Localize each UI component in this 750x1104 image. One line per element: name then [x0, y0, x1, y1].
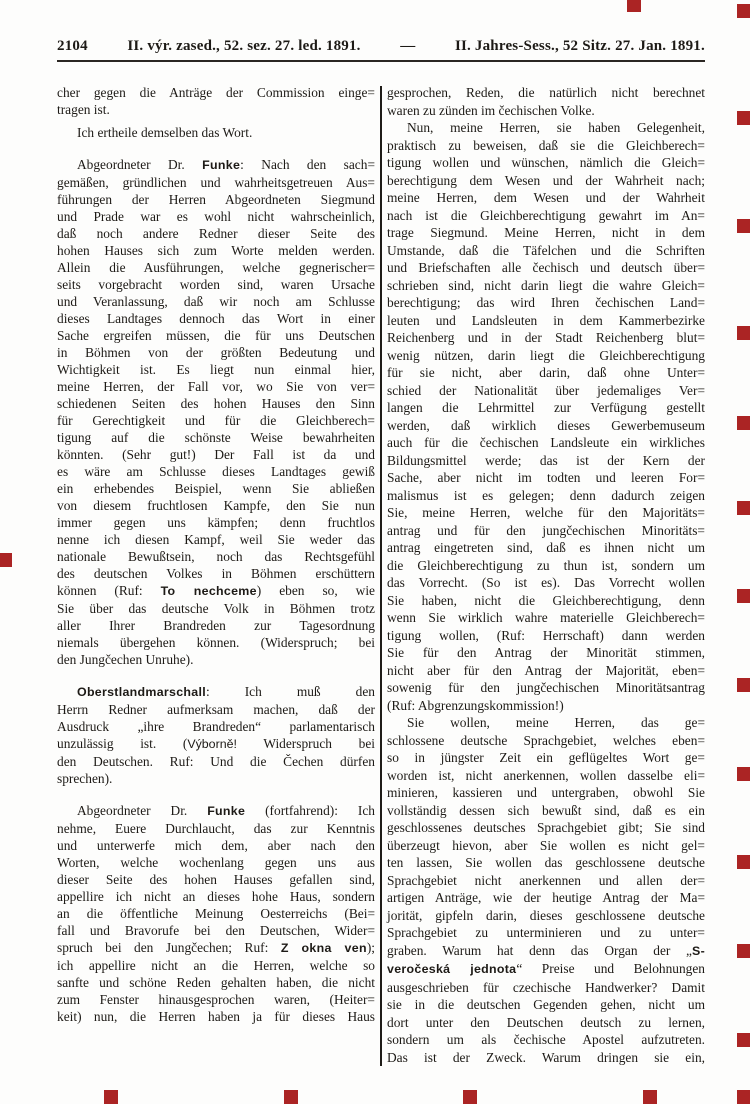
text-line: Das ist der Zweck. Warum dringen sie ein, — [387, 1049, 705, 1065]
text-line: Sache, aber nicht im todten und leeren For= — [387, 470, 705, 485]
text-line: veročeská jednota“ Preise und Belohnungen — [387, 961, 705, 976]
text-line: daß noch andere Redner dieser Seite des — [57, 226, 375, 241]
text-line: Ich ertheile demselben das Wort. — [77, 125, 253, 140]
red-scan-mark — [737, 326, 750, 340]
text-line: dort unter den Deutschen deutsch zu lernen, — [387, 1014, 705, 1030]
text-line: in Böhmen von der größten Bedeutung und — [57, 345, 375, 360]
red-scan-mark — [104, 1090, 118, 1104]
text-line: Umstande, daß die Täfelchen und die Schriften — [387, 242, 705, 258]
text-line: Ausdruck „ihre Brandreden“ parlamentarisch — [57, 719, 375, 734]
text-line: sie in die deutschen Gegenden gehen, nicht um — [387, 997, 705, 1012]
text-line: des deutschen Volkes in Böhmen erschüttern — [57, 566, 375, 581]
text-line: das Vorrecht. (So ist es). Das Vorrecht wollen — [387, 575, 705, 590]
text-line: antrag eingetreten sind, daß es ihnen nicht um — [387, 540, 705, 555]
text-line: cher gegen die Anträge der Commission einge= — [57, 85, 375, 100]
text-line: gesprochen, Reden, die natürlich nicht berechnet — [387, 85, 705, 100]
text-line: meine Herren, dem Wesen und der Wahrheit — [387, 190, 705, 205]
text-line: berechtigung dem Wesen und der Wahrheit nach; — [387, 172, 705, 188]
red-scan-mark — [737, 1090, 750, 1104]
text-line: so in jüngster Zeit ein geflügeltes Wort ge= — [387, 750, 705, 765]
text-line: seits vorgebracht worden sind, waren Ursache — [57, 277, 375, 292]
text-line: Herrn Redner aufmerksam machen, daß der — [57, 702, 375, 717]
page-number: 2104 — [57, 38, 88, 54]
text-line: unzulässig ist. (Výborně! Widerspruch bei — [57, 736, 375, 751]
text-line: nenne ich diesen Kampf, weil Sie weder das — [57, 532, 375, 547]
text-line: Worten, welche wochenlang gegen uns aus — [57, 855, 375, 870]
text-line: Sprachgebiet nicht anerkennen und allen der= — [387, 872, 705, 888]
text-line: antrag und für den jungčechischen Minoritäts= — [387, 522, 705, 538]
red-scan-mark — [737, 589, 750, 603]
red-scan-mark — [737, 855, 750, 869]
text-line: Sie wollen, meine Herren, das ge= — [407, 715, 705, 730]
text-line: aller Ihrer Brandreden zur Tagesordnung — [57, 618, 375, 633]
text-line: und Briefschaften alle čechisch und deutsch über= — [387, 260, 705, 275]
text-line: Sie haben, nicht die Gleichberechtigung, denn — [387, 592, 705, 608]
text-line: an die öffentliche Meinung Oesterreichs (Bei= — [57, 906, 375, 921]
red-scan-mark — [737, 4, 750, 18]
text-line: waren zu zünden im čechischen Volke. — [387, 102, 595, 118]
text-line: berechtigung; das wird Ihren čechischen Land= — [387, 295, 705, 310]
text-line: dieses Landtages dennoch das Wort in einer — [57, 311, 375, 326]
column-left — [57, 84, 375, 1066]
text-line: geschlossenes deutsches Sprachgebiet gibt; Sie sind — [387, 820, 705, 835]
text-line: können (Ruf: To nechceme) eben so, wie — [57, 583, 375, 598]
text-line: niemals übergehen können. (Widerspruch; bei — [57, 635, 375, 650]
header-separator-dash: — — [400, 38, 416, 54]
text-line: ten lassen, Sie wollen das geschlossene deutsche — [387, 855, 705, 870]
text-line: Allein die Ausführungen, welche gegnerischer= — [57, 260, 375, 275]
text-line: Nun, meine Herren, sie haben Gelegenheit, — [407, 120, 705, 135]
red-scan-mark — [737, 944, 750, 958]
page-header — [57, 38, 705, 62]
text-line: sprechen). — [57, 771, 113, 786]
text-line: minieren, kassieren und untergraben, obwohl Sie — [387, 785, 705, 800]
text-line: den Deutschen. Ruf: Und die Čechen dürfen — [57, 754, 375, 769]
text-line: für sie nicht, aber darin, daß ohne Unter= — [387, 365, 705, 380]
paragraph-gap — [57, 141, 375, 156]
text-line: auch für die čechischen Landsleute ein wirkliches — [387, 435, 705, 450]
red-scan-mark — [463, 1090, 477, 1104]
text-line: trage Siegmund. Meine Herren, nicht in dem — [387, 225, 705, 240]
text-line: Wichtigkeit ist. Es liegt nun einmal hier, — [57, 362, 375, 377]
red-scan-mark — [737, 501, 750, 515]
column-divider-rule — [380, 86, 382, 1066]
text-line: Abgeordneter Dr. Funke (fortfahrend): Ich — [77, 803, 375, 818]
text-line: tigung wollen und wünschen, nämlich die Gleich= — [387, 155, 705, 170]
text-line: sanfte und schöne Reden gehalten haben, die nicht — [57, 975, 375, 990]
text-line: meine Herren, der Fall vor, wo Sie von ver= — [57, 379, 375, 394]
red-scan-mark — [627, 0, 641, 12]
text-line: schrieben sind, nicht darin liegt die wahre Gleich= — [387, 277, 705, 293]
text-line: malismus ist es gelegen; denn dadurch zeigen — [387, 487, 705, 503]
text-line: sondern um als čechische Apostel aufzutreten. — [387, 1032, 705, 1047]
text-line: vollständig dessen sich bewußt sind, daß es ein — [387, 802, 705, 818]
text-line: Abgeordneter Dr. Funke: Nach den sach= — [77, 157, 375, 172]
text-line: wenn Sie wirklich wahre materielle Gleichberech= — [387, 610, 705, 625]
text-line: (Ruf: Abgrenzungskommission!) — [387, 697, 564, 713]
text-line: und Prade war es wohl nicht wahrscheinlich, — [57, 209, 375, 224]
text-line: Sache ergreifen müssen, die für uns Deutschen — [57, 328, 375, 343]
text-line: von diesem fruchtlosen Kampfe, den Sie nun — [57, 498, 375, 513]
text-line: Sie über das deutsche Volk in Böhmen trotz — [57, 601, 375, 616]
text-line: sowenig für den jungčechischen Minoritätsantrag — [387, 680, 705, 695]
red-scan-mark — [737, 767, 750, 781]
text-line: die Gleichberechtigung zu thun ist, sondern um — [387, 557, 705, 573]
text-line: tigung wollen, (Ruf: Herrschaft) dann werden — [387, 627, 705, 643]
text-line: Reichenberg und in der Stadt Reichenberg blut= — [387, 330, 705, 345]
red-scan-mark — [737, 111, 750, 125]
text-line: ein erhebendes Beispiel, wenn Sie abließen — [57, 481, 375, 496]
text-line: fall und Bravorufe bei den Deutschen, Wider= — [57, 923, 375, 938]
red-scan-mark — [0, 553, 12, 567]
text-line: und Veranlassung, daß wir noch am Schlusse — [57, 294, 375, 309]
text-line: schlossene deutsche Sprachgebiet, welches eben= — [387, 732, 705, 748]
text-line: keit) nun, die Herren haben ja für dieses Haus — [57, 1009, 375, 1024]
text-line: wenig nützen, darin liegt die Gleichberechtigung — [387, 347, 705, 363]
text-line: Sprachgebiet zu unterminieren und zu unter= — [387, 925, 705, 940]
text-line: praktisch zu beweisen, daß sie die Gleichberech= — [387, 137, 705, 153]
text-line: den Jungčechen Unruhe). — [57, 652, 194, 667]
text-line: appellire ich nicht an dieses hohe Haus, sondern — [57, 889, 375, 904]
text-line: schiedenen Seiten des hohen Hauses den Sinn — [57, 396, 375, 411]
text-line: und unterwerfe mich dem, aber nach den — [57, 838, 375, 853]
text-line: schied der Nationalität über jedemaliges Ver= — [387, 382, 705, 398]
text-line: nicht aber für den Antrag der Majorität, eben= — [387, 662, 705, 678]
text-line: werden, daß wirklich dieses Gewerbemuseum — [387, 417, 705, 433]
text-line: Bildungsmittel werde; das ist der Kern der — [387, 452, 705, 468]
text-columns — [57, 84, 705, 1066]
header-czech-session: II. výr. zased., 52. sez. 27. led. 1891. — [127, 38, 361, 54]
text-line: artigen Anträge, wie der heutige Antrag der Ma= — [387, 890, 705, 905]
text-line: tragen ist. — [57, 102, 110, 117]
text-line: hohen Hauses sich zum Worte melden werden. — [57, 243, 375, 258]
text-line: könnten. (Sehr gut!) Der Fall ist da und — [57, 447, 375, 462]
text-line: leuten und Landsleuten in dem Kammerbezirke — [387, 312, 705, 328]
paragraph-gap — [57, 668, 375, 683]
text-line: für Gerechtigkeit und für die Gleichberech= — [57, 413, 375, 428]
text-line: es wäre am Schlusse dieses Landtages gewiß — [57, 464, 375, 479]
text-line: überzeugt hievon, aber Sie wollen es nicht gel= — [387, 837, 705, 853]
text-line: tigung auf die schönste Weise bewahrheiten — [57, 430, 375, 445]
text-line: immer gegen uns kämpfen; denn fruchtlos — [57, 515, 375, 530]
red-scan-mark — [737, 678, 750, 692]
text-line: Oberstlandmarschall: Ich muß den — [77, 684, 375, 699]
red-scan-mark — [284, 1090, 298, 1104]
red-scan-mark — [737, 1033, 750, 1047]
text-line: nach ist die Gleichberechtigung gewahrt im An= — [387, 207, 705, 223]
paragraph-gap — [57, 787, 375, 802]
text-line: führungen der Herren Abgeordneten Siegmund — [57, 192, 375, 207]
text-line: Sie für den Antrag der Minorität stimmen, — [387, 645, 705, 660]
text-line: spruch bei den Jungčechen; Ruf: Z okna ven); — [57, 940, 375, 955]
text-line: jorität, gipfeln darin, dieses geschlossene deutsche — [387, 907, 705, 923]
red-scan-mark — [643, 1090, 657, 1104]
text-line: worden ist, nicht anerkennen, wollen dasselbe eli= — [387, 767, 705, 783]
text-line: gemäßen, gründlichen und wahrheitsgetreuen Aus= — [57, 175, 375, 190]
text-line: Sie, meine Herren, welche für den Majoritäts= — [387, 505, 705, 520]
red-scan-mark — [737, 416, 750, 430]
text-line: ausgeschrieben für czechische Handwerker? Damit — [387, 979, 705, 995]
text-line: graben. Warum hat denn das Organ der „S- — [387, 942, 705, 958]
text-line: langen die Lehrmittel zur Verfügung gestellt — [387, 400, 705, 415]
column-right — [387, 84, 705, 1066]
red-scan-mark — [737, 219, 750, 233]
header-german-session: II. Jahres-Sess., 52 Sitz. 27. Jan. 1891. — [454, 38, 705, 54]
text-line: ich appellire nicht an die Herren, welche so — [57, 958, 375, 973]
text-line: nationale Bewußtsein, noch das Rechtsgefühl — [57, 549, 375, 564]
text-line: zum Fenster hinausgesprochen waren, (Heiter= — [57, 992, 375, 1007]
text-line: dieser Seite des hohen Hauses gefallen sind, — [57, 872, 375, 887]
text-line: nehme, Euere Durchlaucht, das zur Kenntnis — [57, 821, 375, 836]
